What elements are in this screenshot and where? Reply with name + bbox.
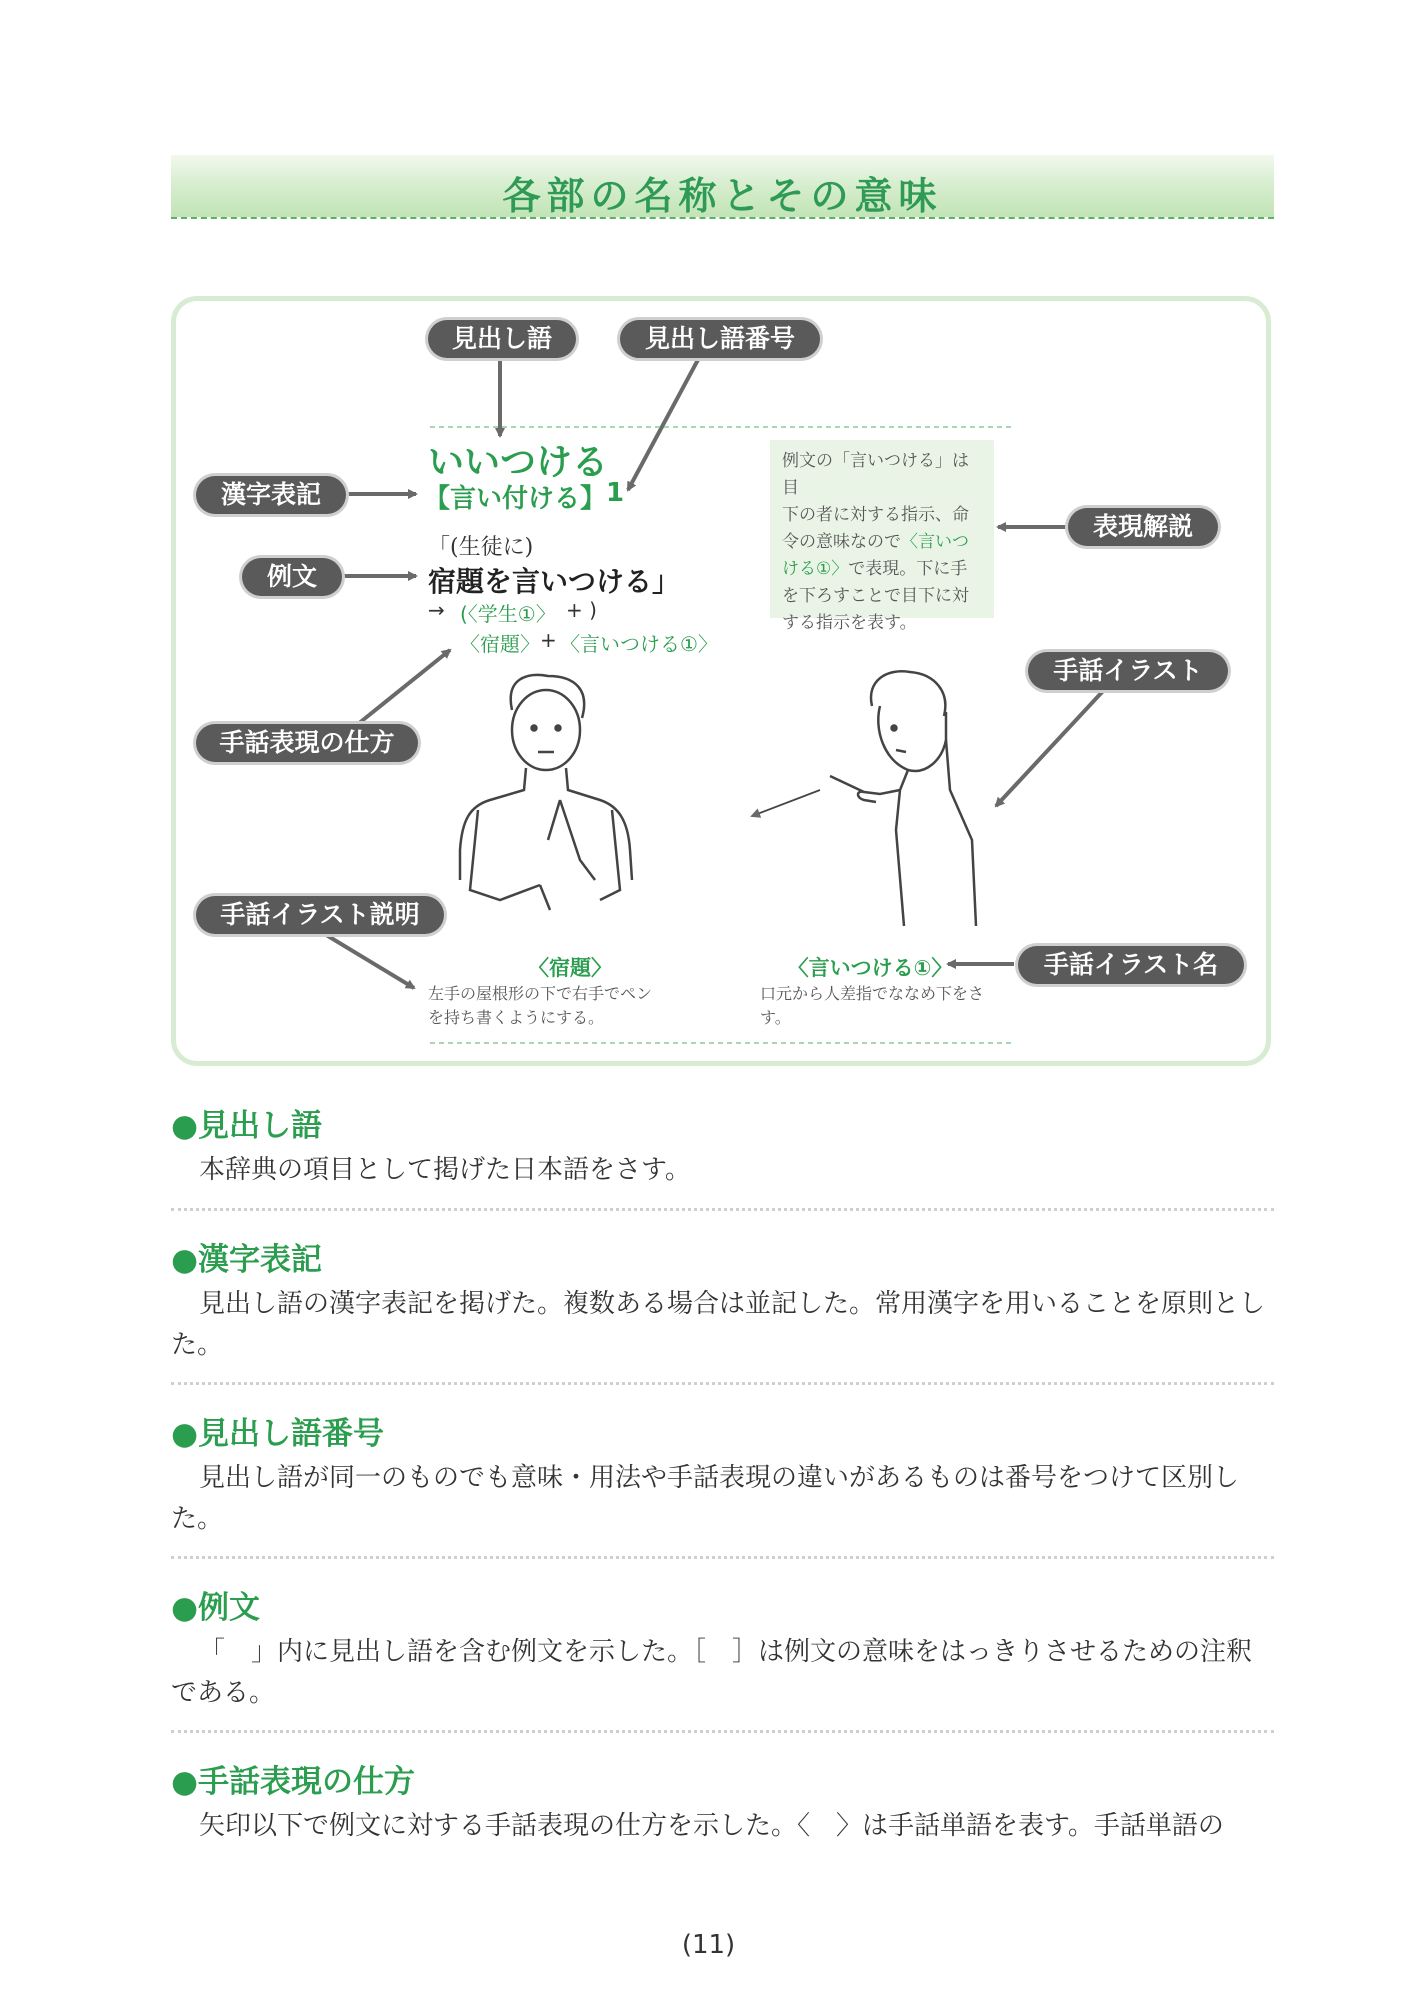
section-title-midashigo-bango: ●見出し語番号: [171, 1416, 385, 1452]
label-shuwa-hyogen: 手話表現の仕方: [196, 724, 418, 762]
note-sign-word: ける①〉: [782, 559, 849, 579]
entry-headword: いいつける: [428, 442, 609, 483]
caption-left-line1: 左手の屋根形の下で右手でペン: [428, 984, 653, 1003]
section-divider: [171, 1382, 1274, 1385]
section-text-midashigo: 本辞典の項目として掲げた日本語をさす。: [199, 1155, 691, 1185]
note-sign-word: 〈言いつ: [901, 532, 969, 552]
section-text-shuwa-hyogen: 矢印以下で例文に対する手話表現の仕方を示した。〈 〉は手話単語を表す。手話単語の: [199, 1811, 1224, 1841]
note-line: 例文の「言いつける」は目: [782, 451, 969, 498]
expression-note-box: [770, 440, 994, 633]
page-number: (11): [681, 1930, 736, 1960]
arrow-illust-setsumei: [318, 930, 414, 988]
section-title-shuwa-hyogen: ●手話表現の仕方: [171, 1764, 416, 1800]
sign-illustration-left: [460, 675, 632, 910]
example-bracket: 「(生徒に): [428, 535, 534, 560]
note-line: 下の者に対する指示、命: [782, 505, 969, 525]
entry-kanji: 【言い付ける】: [424, 484, 607, 514]
label-midashigo-bango: 見出し語番号: [620, 320, 820, 358]
label-illust-mei: 手話イラスト名: [1018, 946, 1244, 984]
entry-number: 1: [606, 478, 625, 508]
note-line: [782, 529, 982, 556]
note-text: で表現。下に手: [848, 559, 968, 579]
label-illust-setsumei: 手話イラスト説明: [196, 896, 444, 934]
section-text-kanji-hyoki: 見出し語の漢字表記を掲げた。複数ある場合は並記した。常用漢字を用いることを原則とした。: [171, 1289, 1266, 1360]
expression-word-gakusei: (〈学生①〉: [460, 602, 556, 626]
section-text-reibun: 「 」内に見出し語を含む例文を示した。［ ］は例文の意味をはっきりさせるための注釈である。: [171, 1637, 1253, 1708]
expression-word-iitsukeru: 〈言いつける①〉: [560, 632, 718, 656]
caption-right-line2: す。: [760, 1008, 791, 1027]
section-text-midashigo-bango: 見出し語が同一のものでも意味・用法や手話表現の違いがあるものは番号をつけて区別した。: [171, 1463, 1240, 1534]
label-reibun: 例文: [242, 558, 342, 596]
note-line: を下ろすことで目下に対: [782, 586, 969, 606]
caption-left-line2: を持ち書くようにする。: [428, 1008, 605, 1027]
expression-plus-close: + ): [566, 598, 597, 622]
section-title-reibun: ●例文: [171, 1590, 261, 1626]
sign-illustration-right: [752, 671, 976, 926]
section-divider: [171, 1556, 1274, 1559]
page-title: 各部の名称とその意味: [502, 174, 943, 218]
note-line: [782, 556, 982, 583]
arrow-midashigo-bango: [628, 356, 700, 490]
caption-right-title: 〈言いつける①〉: [787, 956, 953, 980]
caption-left-title: 〈宿題〉: [528, 956, 612, 980]
label-kanji-hyoki: 漢字表記: [196, 476, 346, 514]
section-divider: [171, 1730, 1274, 1733]
arrow-shuwa-illust: [996, 690, 1104, 806]
example-sentence: 宿題を言いつける」: [428, 565, 681, 598]
note-text: 令の意味なので: [782, 532, 901, 552]
caption-right-line1: 口元から人差指でななめ下をさ: [760, 984, 985, 1003]
label-shuwa-illust: 手話イラスト: [1028, 652, 1228, 690]
arrow-shuwa-hyogen: [358, 650, 450, 724]
label-midashigo: 見出し語: [428, 320, 576, 358]
expression-arrow: →: [428, 598, 445, 622]
label-hyogen-kaisetsu: 表現解説: [1068, 508, 1218, 546]
section-title-midashigo: ●見出し語: [171, 1108, 323, 1144]
section-title-kanji-hyoki: ●漢字表記: [171, 1242, 323, 1278]
expression-plus: +: [540, 628, 557, 652]
note-line: する指示を表す。: [782, 613, 917, 633]
expression-word-shukudai: 〈宿題〉: [460, 632, 540, 656]
section-divider: [171, 1208, 1274, 1211]
